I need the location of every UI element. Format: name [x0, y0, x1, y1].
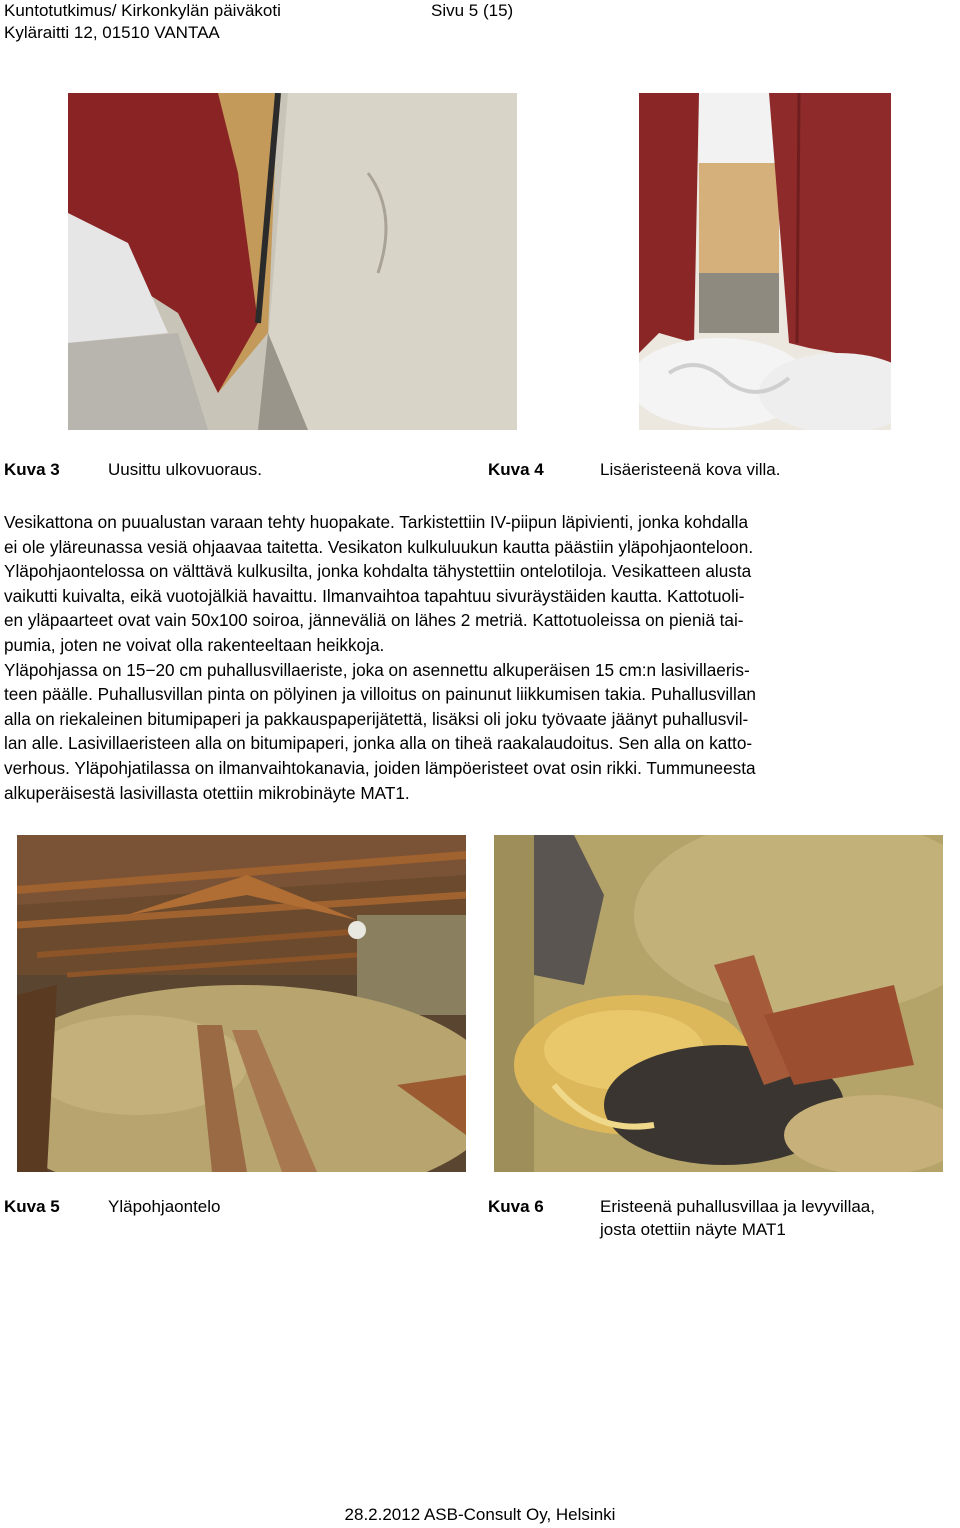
photo-kuva-4	[639, 93, 891, 430]
caption-kuva-6-text-line2: josta otettiin näyte MAT1	[600, 1220, 786, 1239]
body-line: teen päälle. Puhallusvillan pinta on pölyinen ja villoitus on painunut liikkumisen takia. Puhallusvillan	[4, 684, 756, 705]
caption-kuva-4-number: Kuva 4	[488, 460, 544, 479]
body-line: verhous. Yläpohjatilassa on ilmanvaihtokanavia, joiden lämpöeristeet ovat osin rikki. Tummuneesta	[4, 757, 756, 778]
page-number: Sivu 5 (15)	[431, 1, 514, 20]
caption-kuva-6-text-line1: Eristeenä puhallusvillaa ja levyvillaa,	[600, 1197, 875, 1216]
caption-kuva-6-number: Kuva 6	[488, 1197, 544, 1216]
body-line: Yläpohjassa on 15−20 cm puhallusvillaeriste, joka on asennettu alkuperäisen 15 cm:n lasivillaeris-	[4, 659, 750, 680]
caption-kuva-4-text: Lisäeristeenä kova villa.	[600, 460, 781, 479]
caption-kuva-5-number: Kuva 5	[4, 1197, 60, 1216]
body-line: Vesikattona on puualustan varaan tehty huopakate. Tarkistettiin IV-piipun läpivienti, jonka kohdalla	[4, 512, 749, 532]
document-title: Kuntotutkimus/ Kirkonkylän päiväkoti	[4, 1, 281, 20]
photo-kuva-6	[494, 835, 943, 1172]
body-line: ei ole yläreunassa vesiä ohjaavaa taitetta. Vesikaton kulkuluukun kautta päästiin yläpohjaonteloon.	[4, 536, 754, 557]
photo-kuva-3	[68, 93, 517, 430]
body-line: pumia, joten ne voivat olla rakenteeltaan heikkoja.	[4, 634, 385, 655]
body-line: alkuperäisestä lasivillasta otettiin mikrobinäyte MAT1.	[4, 782, 410, 803]
body-line: Yläpohjaontelossa on välttävä kulkusilta, jonka kohdalta tähystettiin ontelotiloja. Vesikatteen alusta	[4, 561, 752, 582]
body-line: vaikutti kuivalta, eikä vuotojälkiä havaittu. Ilmanvaihtoa tapahtuu sivuräystäiden kautta. Kattotuoli-	[4, 585, 745, 606]
page-footer: 28.2.2012 ASB-Consult Oy, Helsinki	[344, 1505, 616, 1524]
photo-kuva-5	[17, 835, 466, 1172]
body-paragraph	[4, 510, 956, 805]
body-line: lan alle. Lasivillaeristeen alla on bitumipaperi, jonka alla on tiheä raakalaudoitus. Sen alla on katto-	[4, 733, 753, 754]
body-line: alla on riekaleinen bitumipaperi ja pakkauspaperijätettä, lisäksi oli joku työvaate jäänyt puhallusvil-	[4, 708, 749, 729]
caption-kuva-3-text: Uusittu ulkovuoraus.	[108, 460, 263, 479]
body-line: en yläpaarteet ovat vain 50x100 soiroa, jänneväliä on lähes 2 metriä. Kattotuoleissa on pieniä tai-	[4, 610, 744, 631]
document-address: Kyläraitti 12, 01510 VANTAA	[4, 23, 220, 42]
caption-kuva-5-text: Yläpohjaontelo	[108, 1197, 221, 1216]
caption-kuva-3-number: Kuva 3	[4, 460, 60, 479]
